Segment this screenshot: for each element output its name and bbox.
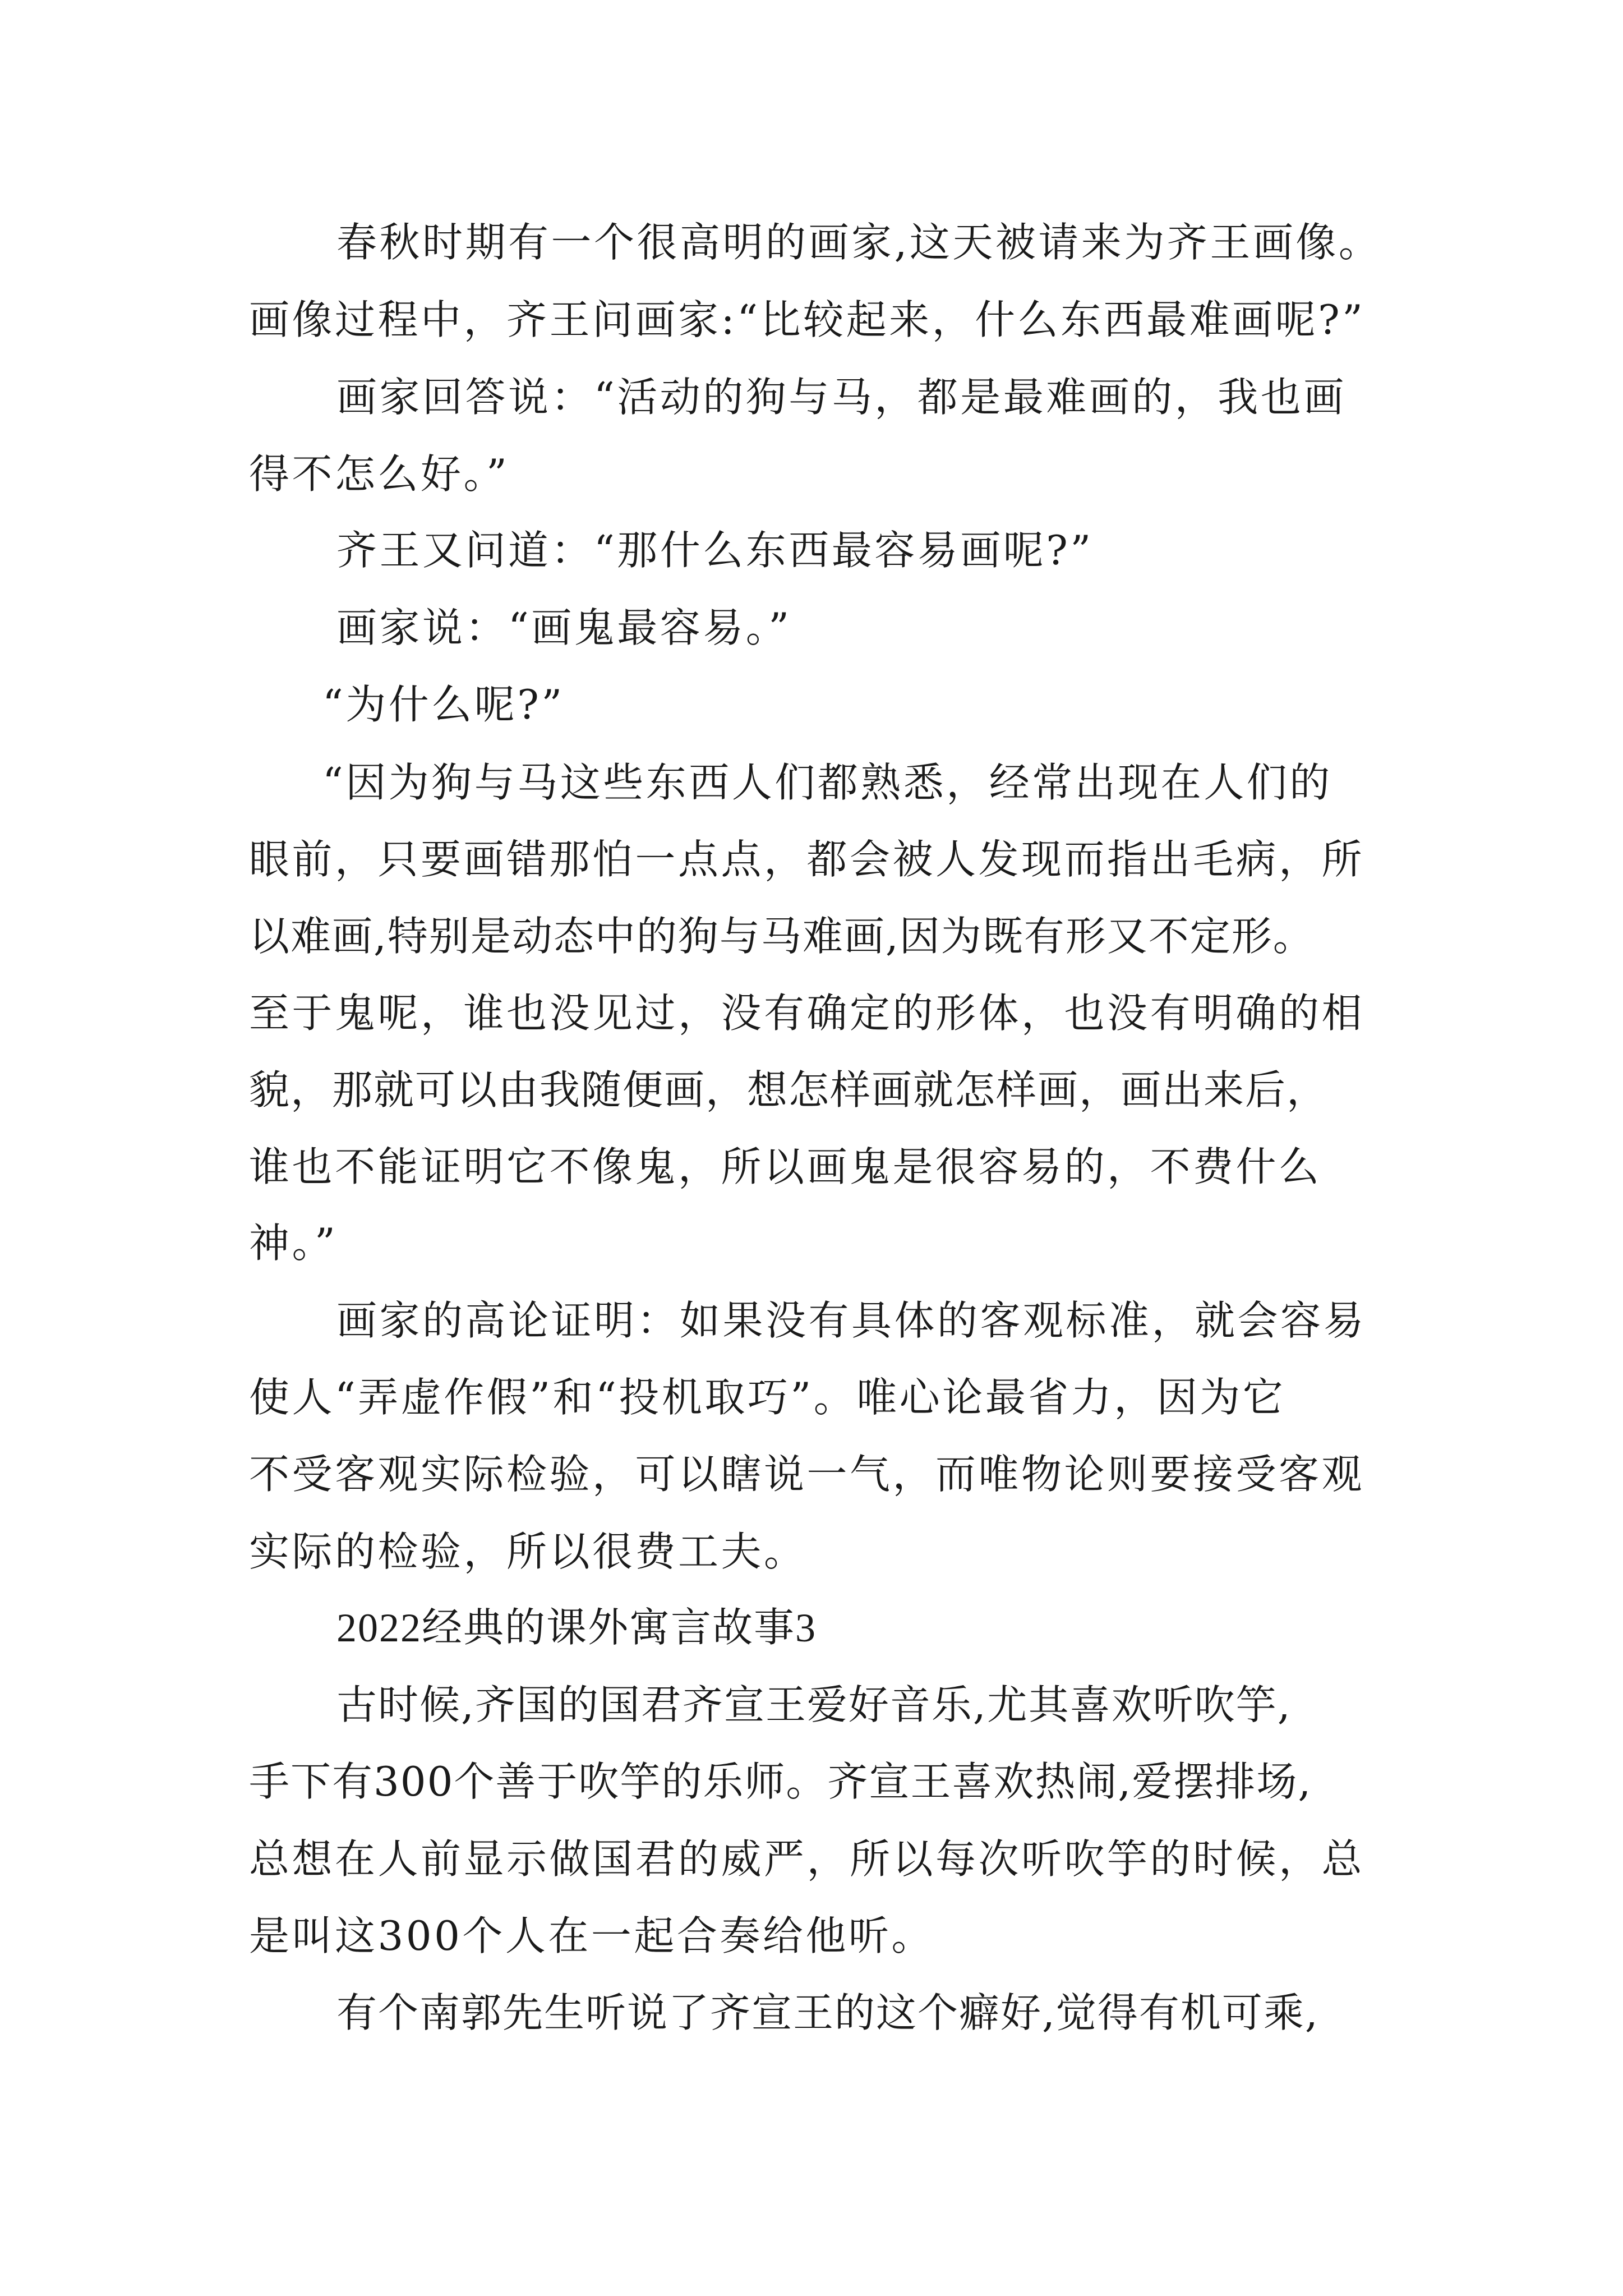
paragraph-line: “为什么呢?” <box>322 681 565 728</box>
paragraph-line: 画像过程中，齐王问画家:“比较起来，什么东西最难画呢?” <box>249 296 1366 343</box>
paragraph-line: 至于鬼呢，谁也没见过，没有确定的形体，也没有明确的相 <box>249 990 1365 1037</box>
paragraph-line: 画家说：“画鬼最容易。” <box>336 604 792 651</box>
section-heading: 2022经典的课外寓言故事3 <box>336 1605 817 1650</box>
paragraph-line: 手下有300个善于吹竽的乐师。齐宣王喜欢热闹,爱摆排场, <box>249 1758 1312 1805</box>
paragraph-line: 貌，那就可以由我随便画，想怎样画就怎样画，画出来后， <box>249 1066 1329 1114</box>
paragraph-line: 有个南郭先生听说了齐宣王的这个癖好,觉得有机可乘, <box>336 1989 1319 2036</box>
paragraph-line: 古时候,齐国的国君齐宣王爱好音乐,尤其喜欢听吹竽, <box>336 1681 1292 1728</box>
paragraph-line: 画家回答说：“活动的狗与马，都是最难画的，我也画 <box>336 374 1347 421</box>
paragraph-line: 总想在人前显示做国君的威严，所以每次听吹竽的时候，总 <box>249 1835 1365 1883</box>
paragraph-line: 春秋时期有一个很高明的画家,这天被请来为齐王画像。 <box>336 219 1382 266</box>
paragraph-line: 以难画,特别是动态中的狗与马难画,因为既有形又不定形。 <box>249 913 1315 960</box>
paragraph-line: 使人“弄虚作假”和“投机取巧”。唯心论最省力，因为它 <box>249 1374 1286 1421</box>
paragraph-line: “因为狗与马这些东西人们都熟悉，经常出现在人们的 <box>322 759 1332 806</box>
paragraph-line: 神。” <box>249 1220 338 1267</box>
paragraph-line: 不受客观实际检验，可以瞎说一气，而唯物论则要接受客观 <box>249 1451 1365 1498</box>
paragraph-line: 得不怎么好。” <box>249 450 510 498</box>
paragraph-line: 是叫这300个人在一起合奏给他听。 <box>249 1912 934 1959</box>
paragraph-line: 画家的高论证明：如果没有具体的客观标准，就会容易 <box>336 1297 1367 1344</box>
paragraph-line: 谁也不能证明它不像鬼，所以画鬼是很容易的，不费什么 <box>249 1143 1322 1190</box>
paragraph-line: 齐王又问道：“那什么东西最容易画呢?” <box>336 527 1094 574</box>
paragraph-line: 实际的检验，所以很费工夫。 <box>249 1528 807 1575</box>
paragraph-line: 眼前，只要画错那怕一点点，都会被人发现而指出毛病，所 <box>249 836 1365 883</box>
